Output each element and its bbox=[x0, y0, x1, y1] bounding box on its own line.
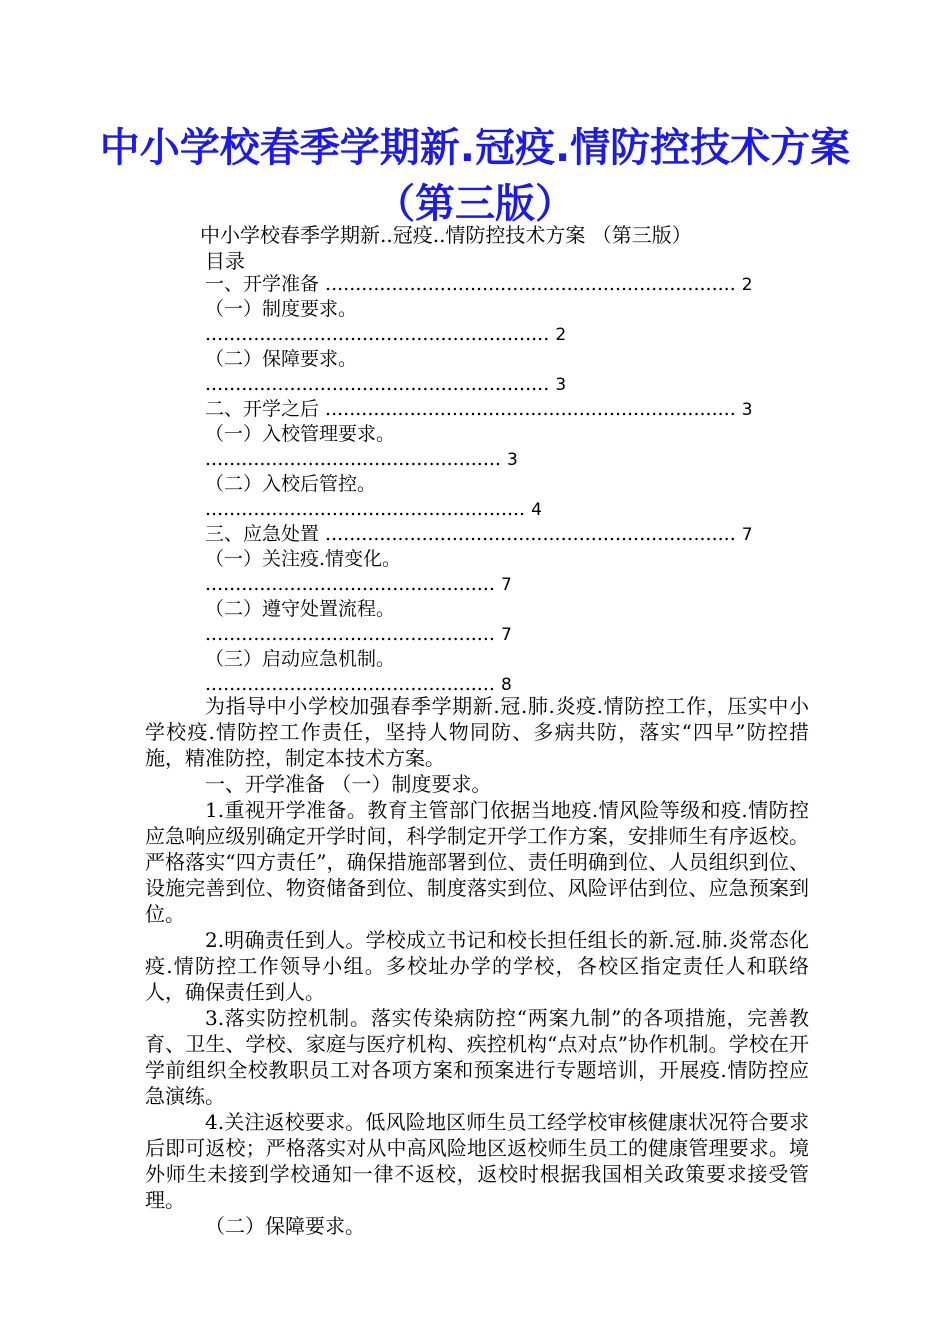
body-paragraph: 4.关注返校要求。低风险地区师生员工经学校审核健康状况符合要求后即可返校；严格落实对从中高风险地区返校师生员工的健康管理要求。境外师生未接到学校通知一律不返校，返校时根据我国相关政策要求接受管理。 bbox=[145, 1110, 809, 1212]
toc-entry-text: ................................................. bbox=[205, 448, 501, 470]
toc-entry-text: ................................................ bbox=[205, 623, 495, 645]
body-paragraph: 1.重视开学准备。教育主管部门依据当地疫.情风险等级和疫.情防控应急响应级别确定开学时间，科学制定开学工作方案，安排师生有序返校。严格落实“四方责任”，确保措施部署到位、责任明确到位、人员组织到位、设施完善到位、物资储备到位、制度落实到位、风险评估到位、应急预案到位。 bbox=[145, 798, 809, 926]
toc-entry bbox=[205, 272, 765, 297]
toc-entry-text: 二、开学之后 .................................................................... bbox=[205, 398, 736, 420]
toc-page-number: 7 bbox=[500, 575, 512, 595]
toc-entry bbox=[205, 572, 765, 597]
body-paragraph: 2.明确责任到人。学校成立书记和校长担任组长的新.冠.肺.炎常态化疫.情防控工作领导小组。多校址办学的学校，各校区指定责任人和联络人，确保责任到人。 bbox=[145, 928, 809, 1004]
section-heading: （二）保障要求。 bbox=[205, 1214, 365, 1238]
toc-entry-text: （三）启动应急机制。 bbox=[205, 648, 396, 670]
toc-entry-text: 三、应急处置 .................................................................... bbox=[205, 523, 736, 545]
body-paragraph: 3.落实防控机制。落实传染病防控“两案九制”的各项措施，完善教育、卫生、学校、家庭与医疗机构、疾控机构“点对点”协作机制。学校在开学前组织全校教职员工对各项方案和预案进行专题培训，开展疫.情防控应急演练。 bbox=[145, 1006, 809, 1108]
toc-page-number: 2 bbox=[555, 325, 567, 345]
toc-entry-text: （一）制度要求。 bbox=[205, 298, 358, 320]
toc-entry bbox=[205, 547, 765, 572]
toc-entry bbox=[205, 622, 765, 647]
toc-entry bbox=[205, 297, 765, 322]
toc-entry bbox=[205, 372, 765, 397]
toc-page-number: 3 bbox=[507, 450, 518, 470]
toc-entry-text: （一）关注疫.情变化。 bbox=[205, 548, 402, 570]
toc-page-number: 4 bbox=[531, 500, 542, 520]
toc-entry bbox=[205, 597, 765, 622]
toc-entry-text: 一、开学准备 .................................................................... bbox=[205, 273, 736, 295]
document-subtitle: 中小学校春季学期新..冠疫..情防控技术方案 （第三版） bbox=[200, 223, 692, 247]
document-body bbox=[145, 693, 809, 1239]
toc-page-number: 2 bbox=[741, 275, 753, 295]
toc-entry bbox=[205, 647, 765, 672]
toc-entry-text: ..................................................... bbox=[205, 498, 526, 520]
toc-heading: 目录 bbox=[205, 249, 245, 273]
table-of-contents bbox=[205, 272, 765, 697]
toc-entry-text: ......................................................... bbox=[205, 373, 550, 395]
toc-entry bbox=[205, 397, 765, 422]
toc-page-number: 8 bbox=[500, 675, 512, 695]
toc-entry bbox=[205, 347, 765, 372]
body-paragraph: 为指导中小学校加强春季学期新.冠.肺.炎疫.情防控工作，压实中小学校疫.情防控工作责任，坚持人物同防、多病共防，落实“四早”防控措施，精准防控，制定本技术方案。 bbox=[145, 694, 809, 770]
toc-entry bbox=[205, 472, 765, 497]
toc-entry-text: （二）入校后管控。 bbox=[205, 473, 377, 495]
toc-page-number: 7 bbox=[500, 625, 512, 645]
toc-entry bbox=[205, 322, 765, 347]
document-title: 中小学校春季学期新.冠疫.情防控技术方案（第三版） bbox=[99, 125, 851, 227]
toc-entry-text: （二）遵守处置流程。 bbox=[205, 598, 396, 620]
toc-entry-text: （二）保障要求。 bbox=[205, 348, 358, 370]
toc-entry bbox=[205, 522, 765, 547]
toc-entry bbox=[205, 497, 765, 522]
toc-entry-text: ................................................ bbox=[205, 673, 495, 695]
toc-page-number: 3 bbox=[555, 375, 567, 395]
toc-entry-text: （一）入校管理要求。 bbox=[205, 423, 396, 445]
section-heading: 一、开学准备 （一）制度要求。 bbox=[205, 772, 492, 796]
toc-entry bbox=[205, 422, 765, 447]
toc-entry bbox=[205, 447, 765, 472]
toc-page-number: 7 bbox=[741, 525, 753, 545]
toc-entry-text: ................................................ bbox=[205, 573, 495, 595]
toc-entry-text: ......................................................... bbox=[205, 323, 550, 345]
toc-page-number: 3 bbox=[741, 400, 753, 420]
